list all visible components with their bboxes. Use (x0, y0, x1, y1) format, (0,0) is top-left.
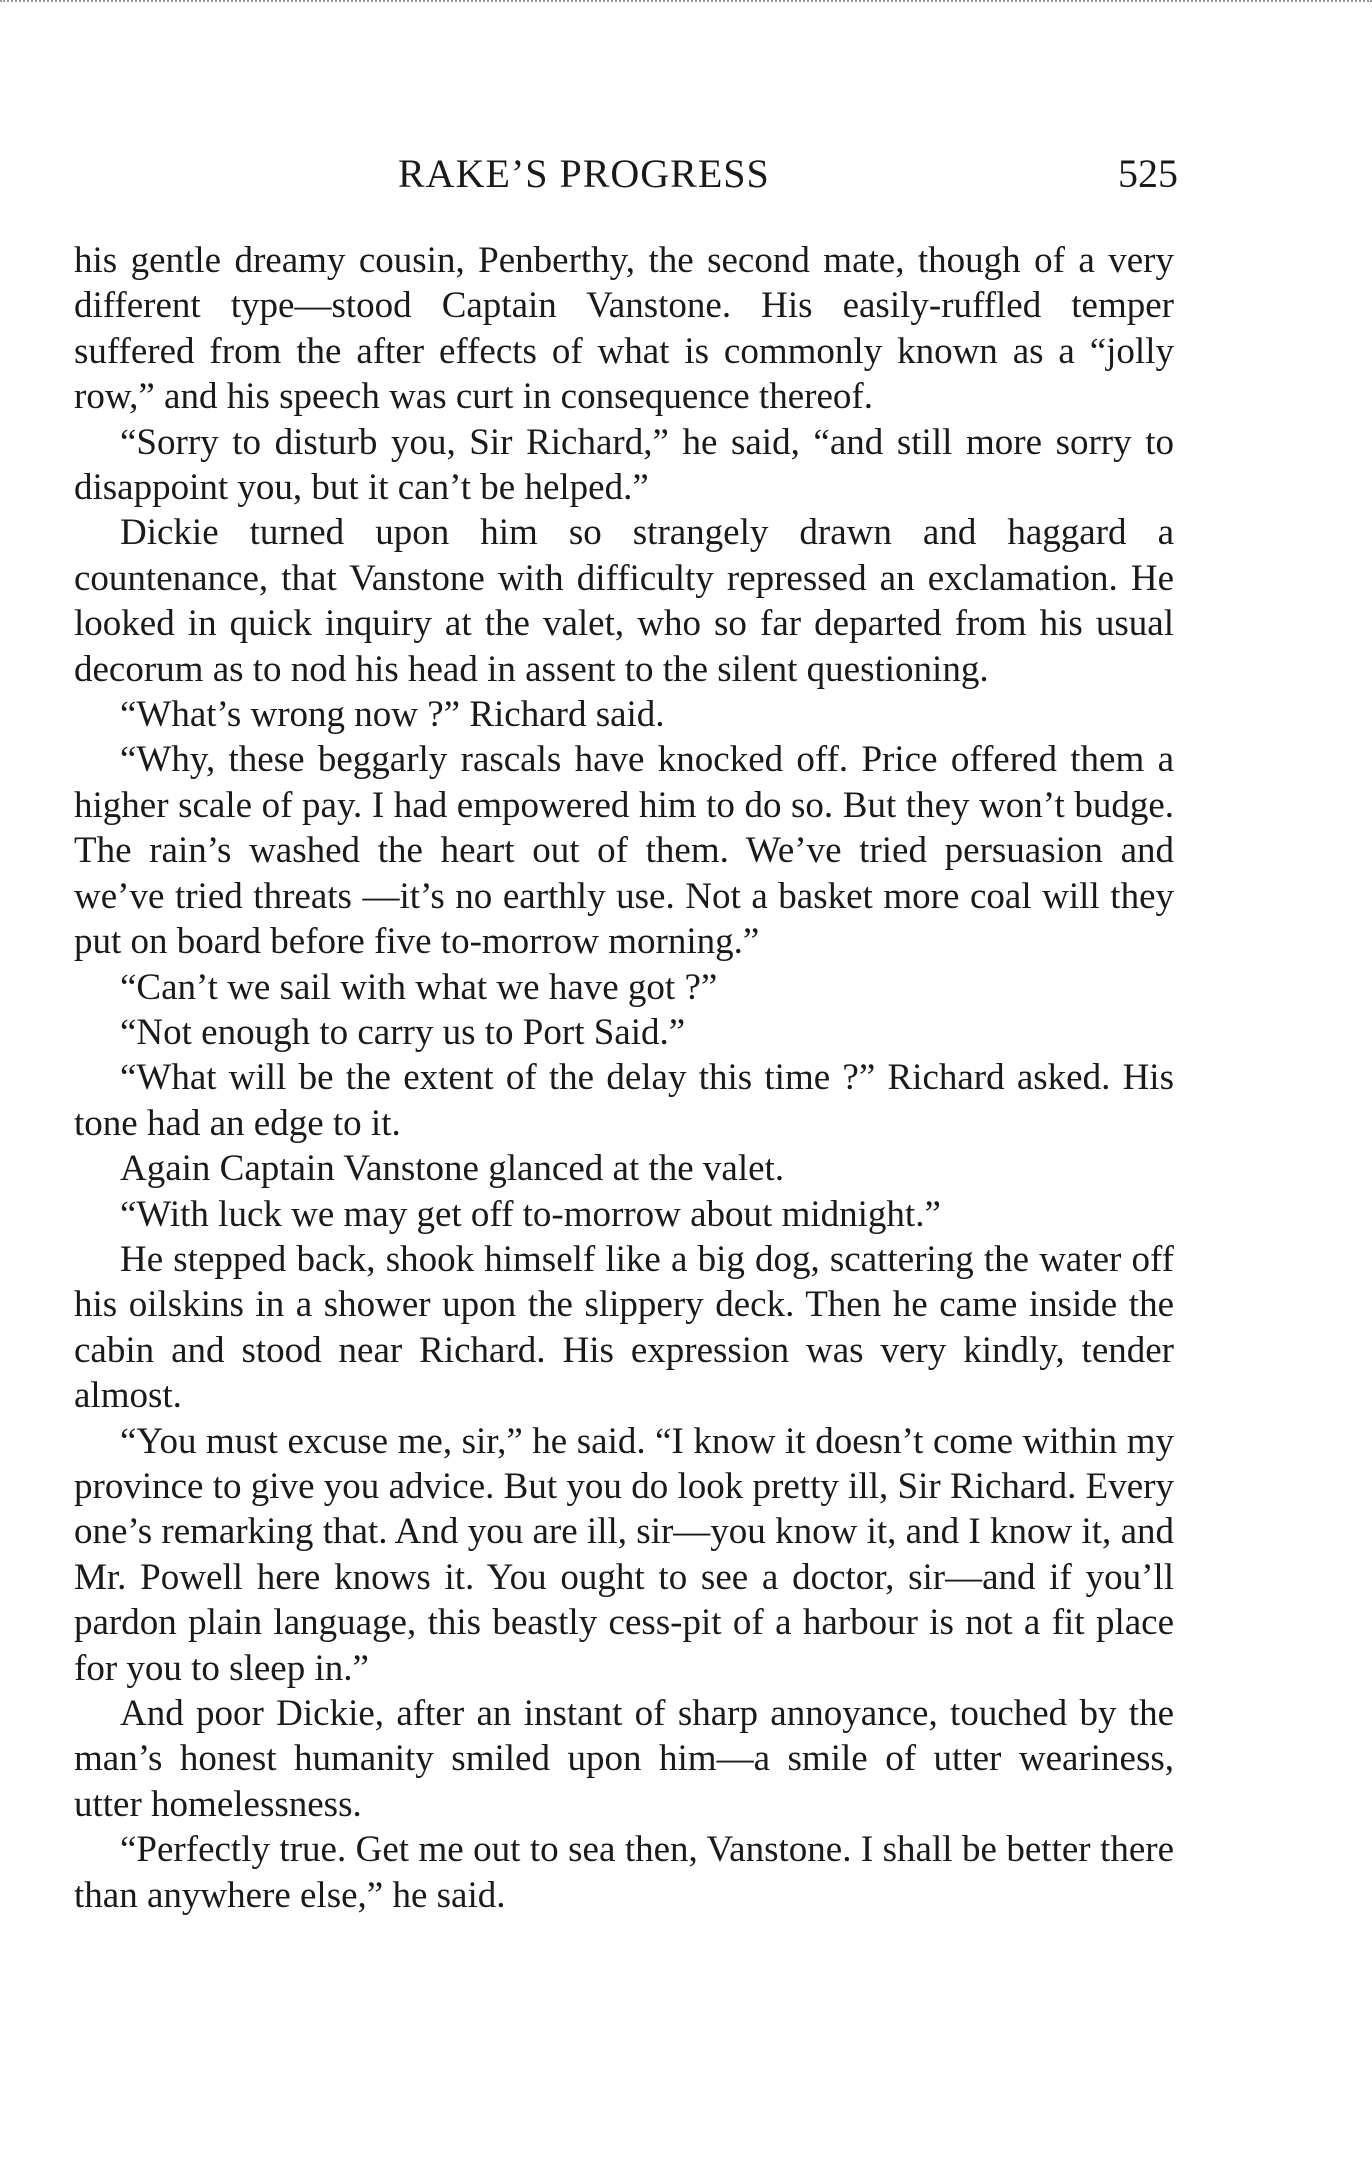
body-text (74, 238, 1174, 1918)
running-head (78, 150, 1178, 210)
paragraph: And poor Dickie, after an instant of sharp annoyance, touched by the man’s honest humanity smiled upon him—a smile of utter weariness, utter homelessness. (74, 1693, 1174, 1825)
paragraph: “Can’t we sail with what we have got ?” (120, 966, 718, 1008)
paragraph: his gentle dreamy cousin, Penberthy, the second mate, though of a very different type—stood Captain Vanstone. His easily-ruffled temper suffered from the after effects of what is commonly known as a “jolly row,” and his speech was curt in consequence thereof. (74, 240, 1174, 418)
paragraph: Again Captain Vanstone glanced at the valet. (120, 1148, 785, 1190)
paragraph: Dickie turned upon him so strangely drawn and haggard a countenance, that Vanstone with difficulty repressed an exclamation. He looked in quick inquiry at the valet, who so far departed from his usual decorum as to nod his head in assent to the silent questioning. (74, 512, 1174, 690)
paragraph: “What will be the extent of the delay this time ?” Richard asked. His tone had an edge to it. (74, 1057, 1174, 1144)
paragraph: “Perfectly true. Get me out to sea then, Vanstone. I shall be better there than anywhere else,” he said. (74, 1829, 1174, 1916)
paragraph: “Sorry to disturb you, Sir Richard,” he said, “and still more sorry to disappoint you, but it can’t be helped.” (74, 421, 1174, 509)
paragraph: “With luck we may get off to-morrow about midnight.” (120, 1193, 941, 1235)
paragraph: “Why, these beggarly rascals have knocked off. Price offered them a higher scale of pay. I had empowered him to do so. But they won’t budge. The rain’s washed the heart out of them. We’ve tried persuasion and we’ve tried threats —it’s no earthly use. Not a basket more coal will they put on board before five to-morrow morning.” (74, 739, 1174, 963)
paragraph: He stepped back, shook himself like a big dog, scattering the water off his oilskins in a shower upon the slippery deck. Then he came inside the cabin and stood near Richard. His expression was very kindly, tender almost. (74, 1238, 1174, 1417)
paragraph: “You must excuse me, sir,” he said. “I know it doesn’t come within my province to give you advice. But you do look pretty ill, Sir Richard. Every one’s remarking that. And you are ill, sir—you know it, and I know it, and Mr. Powell here knows it. You ought to see a doctor, sir—and if you’ll pardon plain language, this beastly cess-pit of a harbour is not a fit place for you to sleep in.” (74, 1420, 1174, 1689)
paragraph: “What’s wrong now ?” Richard said. (120, 694, 665, 736)
running-head-title: RAKE’S PROGRESS (398, 151, 770, 196)
top-edge-rule (0, 0, 1372, 8)
paragraph: “Not enough to carry us to Port Said.” (120, 1011, 686, 1053)
page-number: 525 (1118, 151, 1178, 196)
